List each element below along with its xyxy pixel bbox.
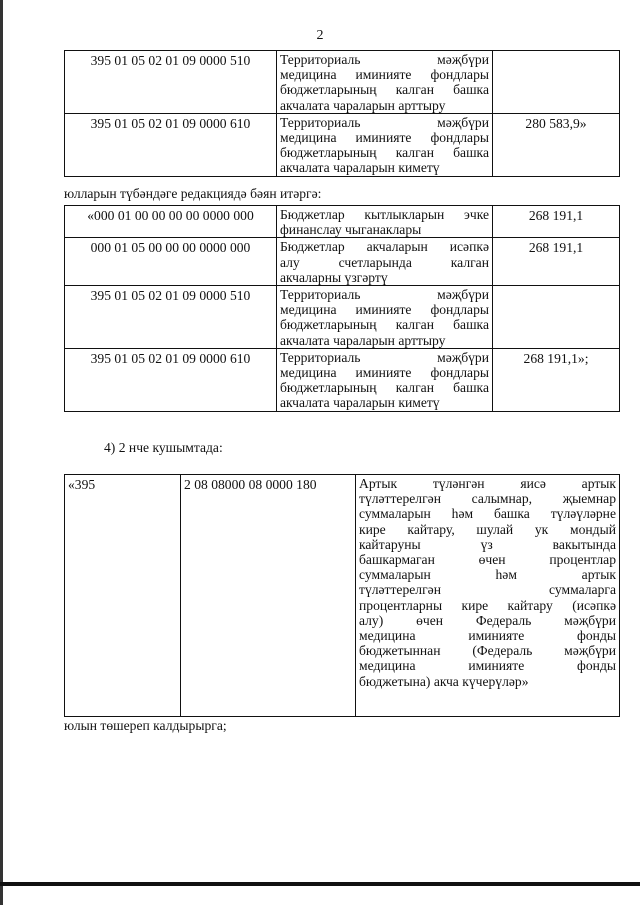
description-line: бюджетларының калган башка	[280, 317, 489, 333]
paragraph-intro: юлларын түбәндәге редакциядә бәян итәргә:	[64, 186, 322, 201]
description-cell	[277, 238, 493, 286]
description-cell	[277, 51, 493, 114]
page-number: 2	[316, 28, 324, 43]
description-cell	[277, 286, 493, 349]
description-line: Территориаль мәҗбүри	[280, 52, 489, 67]
description-line: түләттерелгән салымнар, җыемнар	[359, 491, 616, 507]
description-line: Территориаль мәҗбүри	[280, 114, 489, 130]
description-line: бюджетларының калган башка	[280, 145, 489, 161]
table-row	[65, 238, 620, 286]
description-line: суммаларын һәм артык	[359, 567, 616, 583]
description-line: суммаларын һәм башка түләүләрне	[359, 506, 616, 522]
description-line: бюджетларының калган башка	[280, 380, 489, 396]
description-line: Территориаль мәҗбүри	[280, 349, 489, 365]
description-line: медицина иминияте фондлары	[280, 365, 489, 381]
description-line: Территориаль мәҗбүри	[280, 287, 489, 303]
description-cell	[277, 113, 493, 176]
description-line: Бюджетлар акчаларын исәпкә	[280, 239, 489, 255]
description-line: Артык түләнгән яисә артык	[359, 476, 616, 491]
description-line: бюджетына) акча күчерүләр»	[359, 673, 529, 689]
description-line: медицина иминияте фонды	[359, 658, 616, 674]
description-line: медицина иминияте фондлары	[280, 302, 489, 318]
description-line: акчалата чараларын арттыру	[280, 332, 446, 348]
description-line: түләттерелгән суммаларга	[359, 582, 616, 598]
table-row	[65, 206, 620, 238]
scan-bottom-border	[0, 882, 640, 886]
table-row	[65, 286, 620, 349]
table-row	[65, 348, 620, 411]
description-cell	[356, 475, 620, 717]
description-line: Бюджетлар кытлыкларын эчке	[280, 207, 489, 222]
description-line: акчалата чараларын киметү	[280, 160, 440, 176]
description-line: алу) өчен Федераль мәҗбүри	[359, 612, 616, 628]
description-line: медицина иминияте фонды	[359, 628, 616, 644]
table-continued	[64, 50, 620, 177]
admin-code-cell: «395	[65, 475, 181, 717]
code-cell: 395 01 05 02 01 09 0000 610	[65, 113, 277, 176]
table-row	[65, 475, 620, 717]
description-line: медицина иминияте фондлары	[280, 67, 489, 83]
description-line: акчалата чараларын арттыру	[280, 97, 446, 113]
amount-cell: 268 191,1	[493, 238, 620, 286]
paragraph-item-4: 4) 2 нче кушымтада:	[104, 440, 223, 455]
amount-cell: 268 191,1»;	[493, 348, 620, 411]
code-cell: 395 01 05 02 01 09 0000 510	[65, 286, 277, 349]
code-cell: 2 08 08000 08 0000 180	[181, 475, 356, 717]
description-line: финанслау чыганаклары	[280, 222, 422, 238]
paragraph-closing: юлын төшереп калдырырга;	[64, 718, 227, 733]
scan-left-edge	[0, 0, 3, 905]
description-cell	[277, 206, 493, 238]
code-cell: 395 01 05 02 01 09 0000 610	[65, 348, 277, 411]
description-line: алу счетларында калган	[280, 254, 489, 270]
code-cell: «000 01 00 00 00 00 0000 000	[65, 206, 277, 238]
description-cell	[277, 348, 493, 411]
description-line: бюджетыннан (Федераль мәҗбүри	[359, 643, 616, 659]
description-line: кайтаруны үз вакытында	[359, 536, 616, 552]
description-line: процентларны кире кайтару (исәпкә	[359, 597, 616, 613]
table-row	[65, 113, 620, 176]
description-line: медицина иминияте фондлары	[280, 130, 489, 146]
amount-cell	[493, 286, 620, 349]
description-line: акчалата чараларын киметү	[280, 395, 440, 411]
table-row	[65, 51, 620, 114]
amount-cell	[493, 51, 620, 114]
description-line: башкармаган өчен процентлар	[359, 552, 616, 568]
description-line: бюджетларының калган башка	[280, 82, 489, 98]
description-line: кире кайтару, шулай ук мондый	[359, 521, 616, 537]
amount-cell: 268 191,1	[493, 206, 620, 238]
description-line: акчаларны үзгәртү	[280, 269, 388, 285]
code-cell: 000 01 05 00 00 00 0000 000	[65, 238, 277, 286]
amount-cell: 280 583,9»	[493, 113, 620, 176]
code-cell: 395 01 05 02 01 09 0000 510	[65, 51, 277, 114]
table-appendix-2	[64, 474, 620, 717]
table-new-edition	[64, 205, 620, 412]
